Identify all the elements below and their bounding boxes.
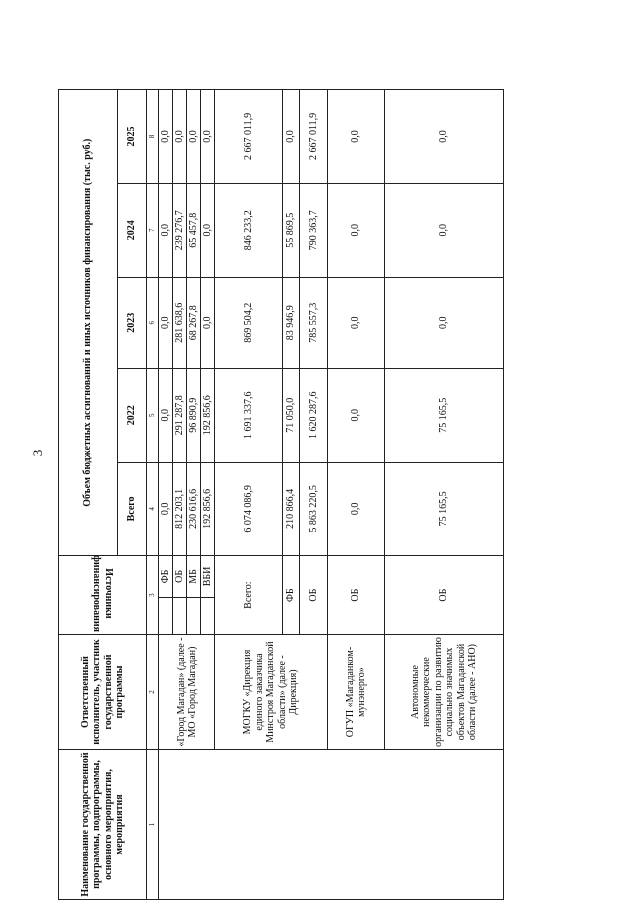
header-year-2025: 2025 xyxy=(118,90,147,184)
source-cell: ФБ xyxy=(159,556,173,597)
source-cell: ВБИ xyxy=(201,556,215,597)
total-cell: 812 203,1 xyxy=(173,462,187,556)
column-number: 6 xyxy=(147,277,159,368)
source-cell: ОБ xyxy=(173,556,187,597)
source-cell: ОБ xyxy=(300,556,328,635)
value-2025-cell: 0,0 xyxy=(187,90,201,184)
value-2025-cell: 0,0 xyxy=(159,90,173,184)
value-2022-cell: 96 890,9 xyxy=(187,368,201,462)
rotated-table-frame xyxy=(58,34,478,900)
source-cell: ОБ xyxy=(328,556,385,635)
value-2023-cell: 83 946,9 xyxy=(283,277,300,368)
value-2023-cell: 68 267,8 xyxy=(187,277,201,368)
header-row xyxy=(59,35,118,900)
value-2024-cell: 239 276,7 xyxy=(173,183,187,277)
table-row xyxy=(159,35,173,900)
column-number: 1 xyxy=(147,750,159,900)
value-2022-cell: 0,0 xyxy=(159,368,173,462)
column-number: 7 xyxy=(147,183,159,277)
column-number: 2 xyxy=(147,635,159,750)
value-2025-cell: 2 667 011,9 xyxy=(215,90,283,184)
value-2025-cell: 0,0 xyxy=(385,90,504,184)
value-2023-cell: 869 504,2 xyxy=(215,277,283,368)
value-2025-cell: 0,0 xyxy=(201,90,215,184)
spacer-cell xyxy=(201,597,215,634)
funding-table xyxy=(58,34,504,900)
executor-cell: ОГУП «Магаданком-мунэнерго» xyxy=(328,635,385,750)
value-2025-cell: 0,0 xyxy=(173,90,187,184)
spacer-cell xyxy=(173,597,187,634)
total-cell: 192 856,6 xyxy=(201,462,215,556)
value-2024-cell: 0,0 xyxy=(328,183,385,277)
value-2025-cell: 2 667 011,9 xyxy=(300,90,328,184)
rotated-table-content xyxy=(58,34,478,900)
program-name-cell xyxy=(159,750,504,900)
value-2023-cell: 281 638,6 xyxy=(173,277,187,368)
source-cell: ОБ xyxy=(385,556,504,635)
header-source-text: Источники финансирования xyxy=(91,554,114,633)
total-cell: 230 616,6 xyxy=(187,462,201,556)
executor-cell: Автономные некоммерческие организации по развитию социально значимых объектов Магаданской области (далее - АНО) xyxy=(385,635,504,750)
header-year-2024: 2024 xyxy=(118,183,147,277)
total-cell: 5 863 220,5 xyxy=(300,462,328,556)
column-number: 3 xyxy=(147,556,159,635)
total-cell: 75 165,5 xyxy=(385,462,504,556)
total-cell: 0,0 xyxy=(328,462,385,556)
value-2024-cell: 790 363,7 xyxy=(300,183,328,277)
column-number: 4 xyxy=(147,462,159,556)
header-executor: Ответственный исполнитель, участник государственной программы xyxy=(59,635,147,750)
value-2024-cell: 846 233,2 xyxy=(215,183,283,277)
value-2022-cell: 75 165,5 xyxy=(385,368,504,462)
value-2024-cell: 0,0 xyxy=(159,183,173,277)
total-cell: 6 074 086,9 xyxy=(215,462,283,556)
value-2023-cell: 785 557,3 xyxy=(300,277,328,368)
spacer-cell xyxy=(187,597,201,634)
executor-cell: МОГКУ «Дирекция единого заказчика Минстроя Магаданской области» (далее - Дирекция) xyxy=(215,635,328,750)
value-2022-cell: 1 691 337,6 xyxy=(215,368,283,462)
spacer-cell xyxy=(159,597,173,634)
value-2022-cell: 1 620 287,6 xyxy=(300,368,328,462)
column-number: 5 xyxy=(147,368,159,462)
executor-cell: «Город Магадан» (далее - МО «Город Магадан) xyxy=(159,635,215,750)
total-cell: 210 866,4 xyxy=(283,462,300,556)
source-cell: Всего: xyxy=(215,556,283,635)
value-2022-cell: 71 050,0 xyxy=(283,368,300,462)
header-year-2023: 2023 xyxy=(118,277,147,368)
column-number-row xyxy=(147,35,159,900)
value-2023-cell: 0,0 xyxy=(328,277,385,368)
value-2025-cell: 0,0 xyxy=(283,90,300,184)
header-volume: Объем бюджетных ассигнований и иных источников финансирования (тыс. руб.) xyxy=(59,90,118,556)
header-source xyxy=(59,556,147,635)
value-2024-cell: 65 457,8 xyxy=(187,183,201,277)
total-cell: 0,0 xyxy=(159,462,173,556)
header-year-2022: 2022 xyxy=(118,368,147,462)
value-2022-cell: 291 287,8 xyxy=(173,368,187,462)
value-2024-cell: 55 869,5 xyxy=(283,183,300,277)
value-2025-cell: 0,0 xyxy=(328,90,385,184)
column-number: 8 xyxy=(147,90,159,184)
page-number: 3 xyxy=(30,449,45,457)
header-total: Всего xyxy=(118,462,147,556)
value-2022-cell: 0,0 xyxy=(328,368,385,462)
value-2023-cell: 0,0 xyxy=(385,277,504,368)
source-cell: МБ xyxy=(187,556,201,597)
value-2023-cell: 0,0 xyxy=(159,277,173,368)
value-2023-cell: 0,0 xyxy=(201,277,215,368)
value-2024-cell: 0,0 xyxy=(385,183,504,277)
value-2022-cell: 192 856,6 xyxy=(201,368,215,462)
value-2024-cell: 0,0 xyxy=(201,183,215,277)
header-name: Наименование государственной программы, подпрограммы, основного мероприятия, мероприятия xyxy=(59,750,147,900)
source-cell: ФБ xyxy=(283,556,300,635)
